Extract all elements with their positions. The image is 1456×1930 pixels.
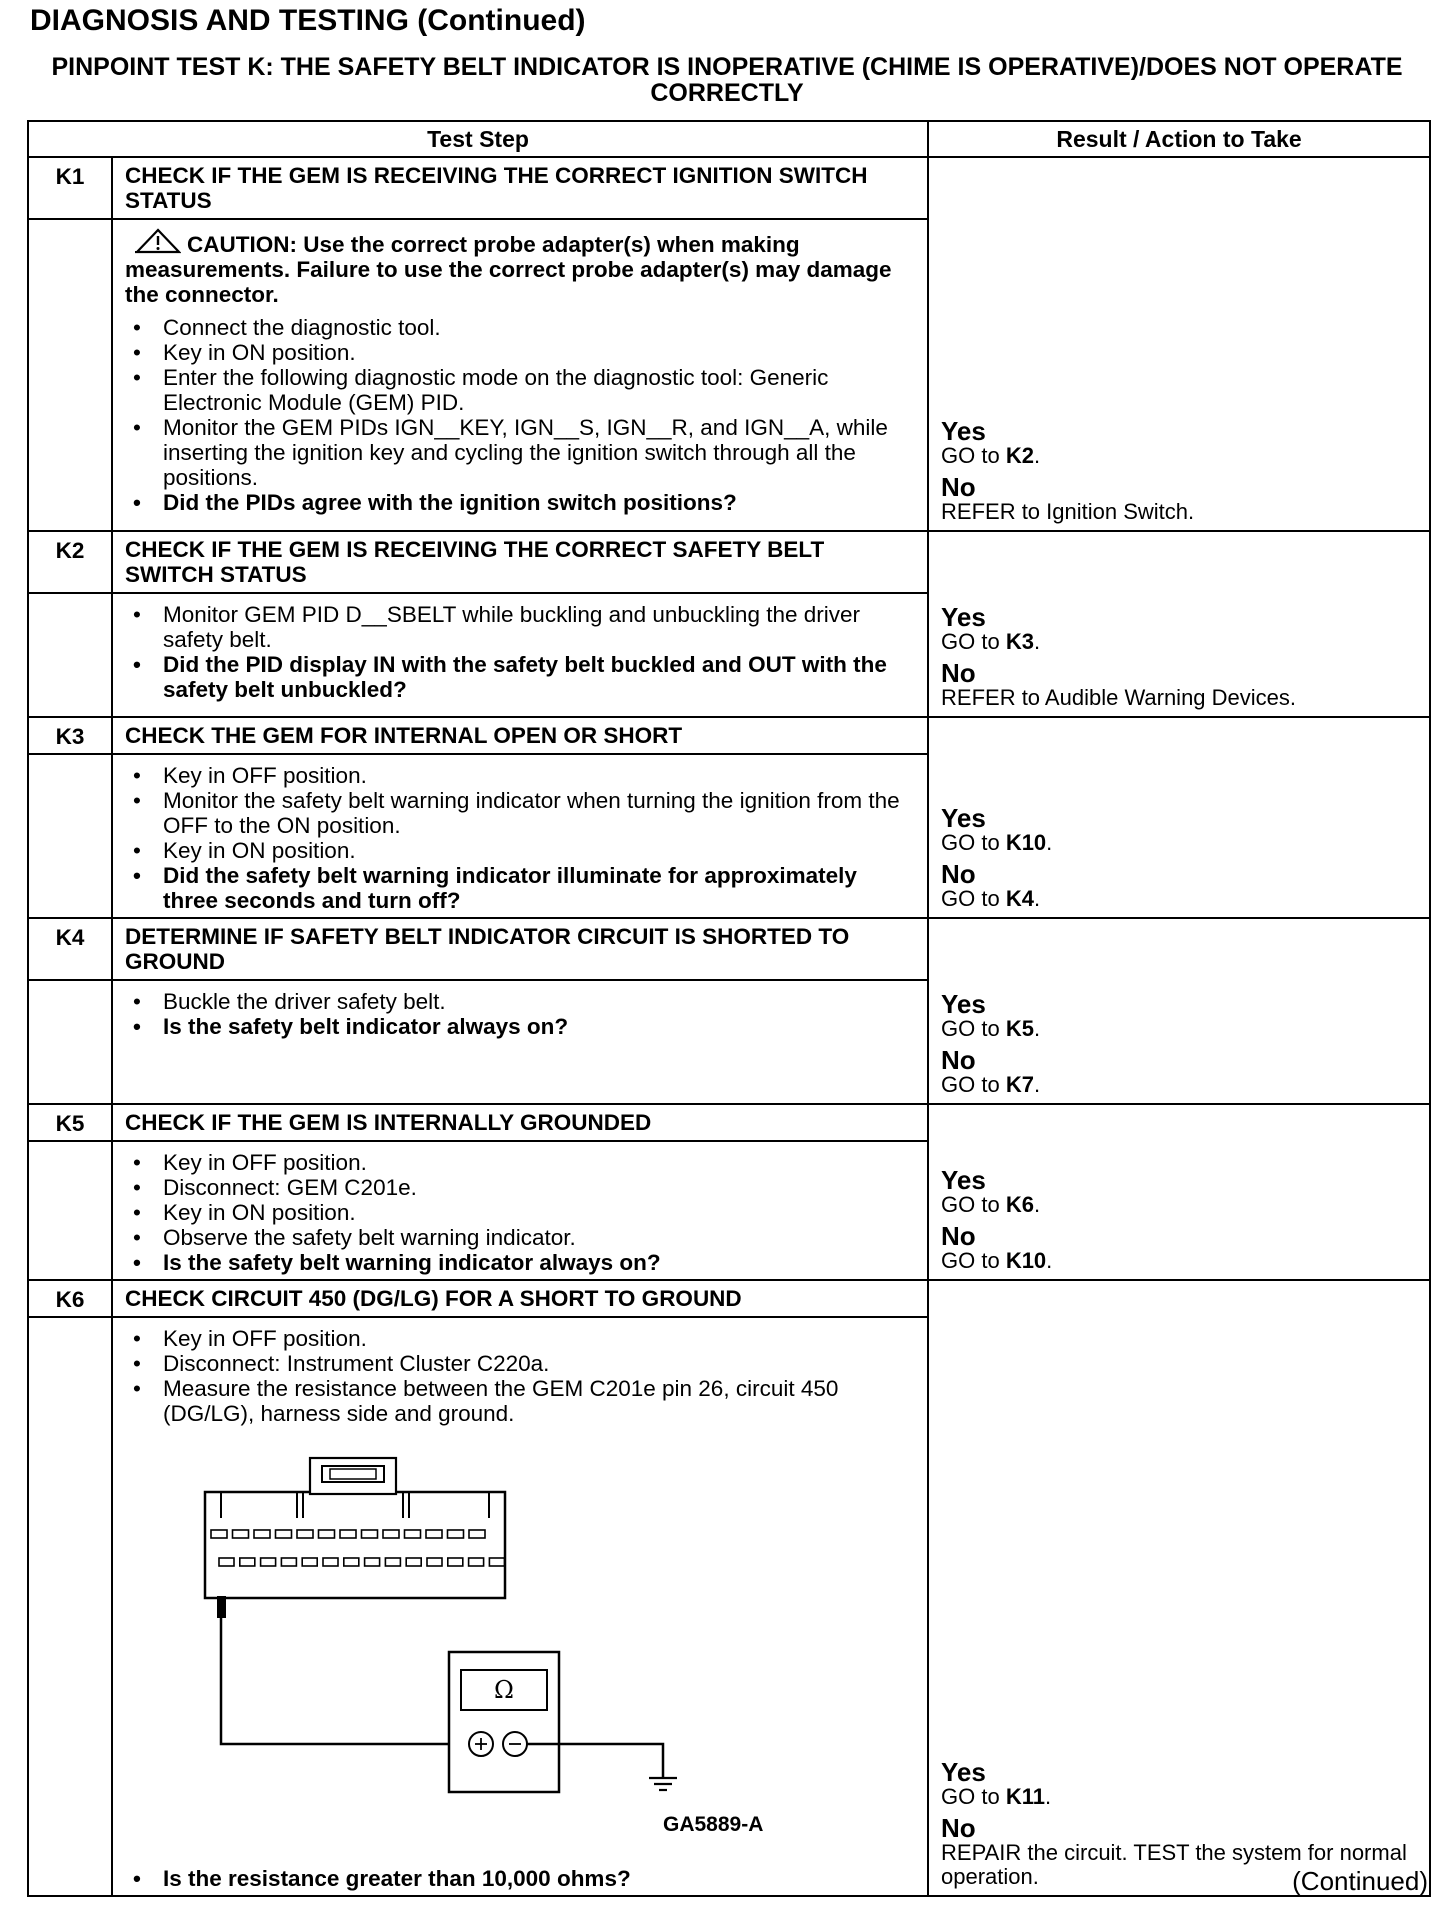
no-action: REFER to Ignition Switch. — [941, 499, 1195, 524]
connector-pin — [233, 1530, 249, 1538]
warning-triangle-icon — [135, 228, 181, 254]
no-label: No — [941, 859, 976, 889]
step-body — [112, 1141, 928, 1280]
connector-pin — [219, 1558, 234, 1566]
step-instructions — [125, 602, 915, 702]
connector-pin — [469, 1530, 485, 1538]
page-title: DIAGNOSIS AND TESTING (Continued) — [30, 4, 586, 37]
step-body — [112, 593, 928, 717]
yes-target-link[interactable]: K2 — [1005, 443, 1034, 468]
connector-pin — [281, 1558, 296, 1566]
connector-pin — [448, 1558, 463, 1566]
yes-label: Yes — [941, 416, 986, 446]
yes-target-link[interactable]: K10 — [1005, 830, 1047, 855]
no-label: No — [941, 1221, 976, 1251]
instruction-item: • Enter the following diagnostic mode on the diagnostic tool: Generic Electronic Module (GEM) PID. — [125, 365, 915, 415]
yes-label: Yes — [941, 989, 986, 1019]
step-instructions — [125, 1866, 915, 1891]
connector-pin — [302, 1558, 317, 1566]
instruction-item: • Buckle the driver safety belt. — [125, 989, 915, 1014]
ohm-symbol: Ω — [494, 1676, 514, 1704]
instruction-item: • Key in OFF position. — [125, 1326, 915, 1351]
step-k1 — [28, 157, 1430, 531]
step-id: K1 — [28, 157, 112, 219]
instruction-item: • Monitor the safety belt warning indicator when turning the ignition from the OFF to the ON position. — [125, 788, 915, 838]
col-header-test-step: Test Step — [28, 121, 928, 157]
step-result — [928, 157, 1430, 531]
step-heading: CHECK IF THE GEM IS INTERNALLY GROUNDED — [112, 1104, 928, 1141]
connector-pin — [469, 1558, 484, 1566]
yes-action: GO to K6. — [941, 1192, 1041, 1217]
yes-label: Yes — [941, 1757, 986, 1787]
step-result — [928, 1280, 1430, 1896]
step-body — [112, 1317, 928, 1896]
caution-note: CAUTION: Use the correct probe adapter(s) when making measurements. Failure to use the correct probe adapter(s) may damage the connector. — [125, 228, 915, 307]
step-question: • Did the PID display IN with the safety belt buckled and OUT with the safety belt unbuckled? — [125, 652, 915, 702]
connector-pin — [319, 1530, 335, 1538]
yes-action: GO to K2. — [941, 443, 1041, 468]
ground-icon — [649, 1778, 677, 1790]
instruction-item: • Key in OFF position. — [125, 763, 915, 788]
connector-pin — [448, 1530, 464, 1538]
step-id: K6 — [28, 1280, 112, 1317]
step-heading: DETERMINE IF SAFETY BELT INDICATOR CIRCUIT IS SHORTED TO GROUND — [112, 918, 928, 980]
step-id: K4 — [28, 918, 112, 980]
step-result — [928, 1104, 1430, 1280]
step-instructions — [125, 1150, 915, 1275]
step-body — [112, 754, 928, 918]
step-instructions — [125, 315, 915, 515]
yes-label: Yes — [941, 803, 986, 833]
step-heading: CHECK CIRCUIT 450 (DG/LG) FOR A SHORT TO GROUND — [112, 1280, 928, 1317]
yes-label: Yes — [941, 602, 986, 632]
continued-label: (Continued) — [1292, 1866, 1428, 1896]
step-id: K3 — [28, 717, 112, 754]
yes-action: GO to K10. — [941, 830, 1053, 855]
figure-caption: GA5889-A — [663, 1813, 764, 1836]
instruction-item: • Disconnect: GEM C201e. — [125, 1175, 915, 1200]
no-action: GO to K10. — [941, 1248, 1053, 1273]
col-header-result: Result / Action to Take — [928, 121, 1430, 157]
step-instructions — [125, 763, 915, 913]
connector-pin — [489, 1558, 504, 1566]
gem-connector — [205, 1492, 505, 1598]
connector-pin — [426, 1530, 442, 1538]
pinpoint-test-table — [27, 120, 1431, 1897]
step-result — [928, 717, 1430, 918]
connector-pin — [362, 1530, 378, 1538]
step-instructions — [125, 989, 915, 1039]
step-result — [928, 918, 1430, 1104]
step-k6 — [28, 1280, 1430, 1896]
instruction-item: • Connect the diagnostic tool. — [125, 315, 915, 340]
connector-pin — [261, 1558, 276, 1566]
connector-pin — [276, 1530, 292, 1538]
step-question: • Did the safety belt warning indicator illuminate for approximately three seconds and turn off? — [125, 863, 915, 913]
yes-action: GO to K5. — [941, 1016, 1041, 1041]
step-k2 — [28, 531, 1430, 717]
step-question: • Did the PIDs agree with the ignition switch positions? — [125, 490, 915, 515]
step-instructions — [125, 1326, 915, 1426]
step-question: • Is the safety belt warning indicator always on? — [125, 1250, 915, 1275]
connector-pin — [344, 1558, 359, 1566]
instruction-item: • Key in ON position. — [125, 1200, 915, 1225]
instruction-item: • Monitor GEM PID D__SBELT while buckling and unbuckling the driver safety belt. — [125, 602, 915, 652]
step-question: • Is the resistance greater than 10,000 ohms? — [125, 1866, 915, 1891]
yes-action: GO to K11. — [941, 1784, 1052, 1809]
connector-pin — [323, 1558, 338, 1566]
instruction-item: • Disconnect: Instrument Cluster C220a. — [125, 1351, 915, 1376]
connector-ohmmeter-figure — [125, 1426, 915, 1866]
no-action: GO to K7. — [941, 1072, 1041, 1097]
no-label: No — [941, 472, 976, 502]
yes-target-link[interactable]: K3 — [1005, 629, 1034, 654]
connector-pin — [406, 1558, 421, 1566]
instruction-item: • Key in ON position. — [125, 838, 915, 863]
step-body — [112, 980, 928, 1104]
connector-pin — [365, 1558, 380, 1566]
connector-pin — [240, 1558, 255, 1566]
step-result — [928, 531, 1430, 717]
probe-tip — [217, 1596, 226, 1618]
no-target-link[interactable]: K10 — [1005, 1248, 1047, 1273]
connector-pin — [211, 1530, 227, 1538]
step-id: K2 — [28, 531, 112, 593]
no-label: No — [941, 1045, 976, 1075]
connector-pin — [340, 1530, 356, 1538]
step-heading: CHECK THE GEM FOR INTERNAL OPEN OR SHORT — [112, 717, 928, 754]
no-target-link[interactable]: K7 — [1005, 1072, 1034, 1097]
step-k5 — [28, 1104, 1430, 1280]
yes-target-link[interactable]: K5 — [1005, 1016, 1034, 1041]
connector-pin — [385, 1558, 400, 1566]
step-heading: CHECK IF THE GEM IS RECEIVING THE CORRECT IGNITION SWITCH STATUS — [112, 157, 928, 219]
wiring-diagram — [125, 1426, 915, 1866]
connector-pin — [383, 1530, 399, 1538]
step-body — [112, 219, 928, 531]
step-question: • Is the safety belt indicator always on? — [125, 1014, 915, 1039]
yes-target-link[interactable]: K11 — [1005, 1784, 1045, 1809]
instruction-item: • Measure the resistance between the GEM C201e pin 26, circuit 450 (DG/LG), harness side and ground. — [125, 1376, 915, 1426]
step-heading: CHECK IF THE GEM IS RECEIVING THE CORRECT SAFETY BELT SWITCH STATUS — [112, 531, 928, 593]
no-action: GO to K4. — [941, 886, 1041, 911]
instruction-item: • Monitor the GEM PIDs IGN__KEY, IGN__S, IGN__R, and IGN__A, while inserting the ignition key and cycling the ignition switch through all the positions. — [125, 415, 915, 490]
connector-pin — [254, 1530, 270, 1538]
yes-target-link[interactable]: K6 — [1005, 1192, 1034, 1217]
no-label: No — [941, 658, 976, 688]
pinpoint-test-title: PINPOINT TEST K: THE SAFETY BELT INDICATOR IS INOPERATIVE (CHIME IS OPERATIVE)/DOES NOT OPERATE CORRECTLY — [51, 53, 1403, 107]
connector-pin — [427, 1558, 442, 1566]
instruction-item: • Key in OFF position. — [125, 1150, 915, 1175]
step-k4 — [28, 918, 1430, 1104]
step-id: K5 — [28, 1104, 112, 1141]
table-header-row — [28, 121, 1430, 157]
no-action: REPAIR the circuit. TEST the system for normal operation. — [941, 1840, 1407, 1889]
yes-action: GO to K3. — [941, 629, 1041, 654]
instruction-item: • Observe the safety belt warning indicator. — [125, 1225, 915, 1250]
connector-pin — [297, 1530, 313, 1538]
no-label: No — [941, 1813, 976, 1843]
probe-lead — [221, 1618, 449, 1744]
connector-pin — [405, 1530, 421, 1538]
no-target-link[interactable]: K4 — [1005, 886, 1034, 911]
step-k3 — [28, 717, 1430, 918]
instruction-item: • Key in ON position. — [125, 340, 915, 365]
yes-label: Yes — [941, 1165, 986, 1195]
no-action: REFER to Audible Warning Devices. — [941, 685, 1297, 710]
